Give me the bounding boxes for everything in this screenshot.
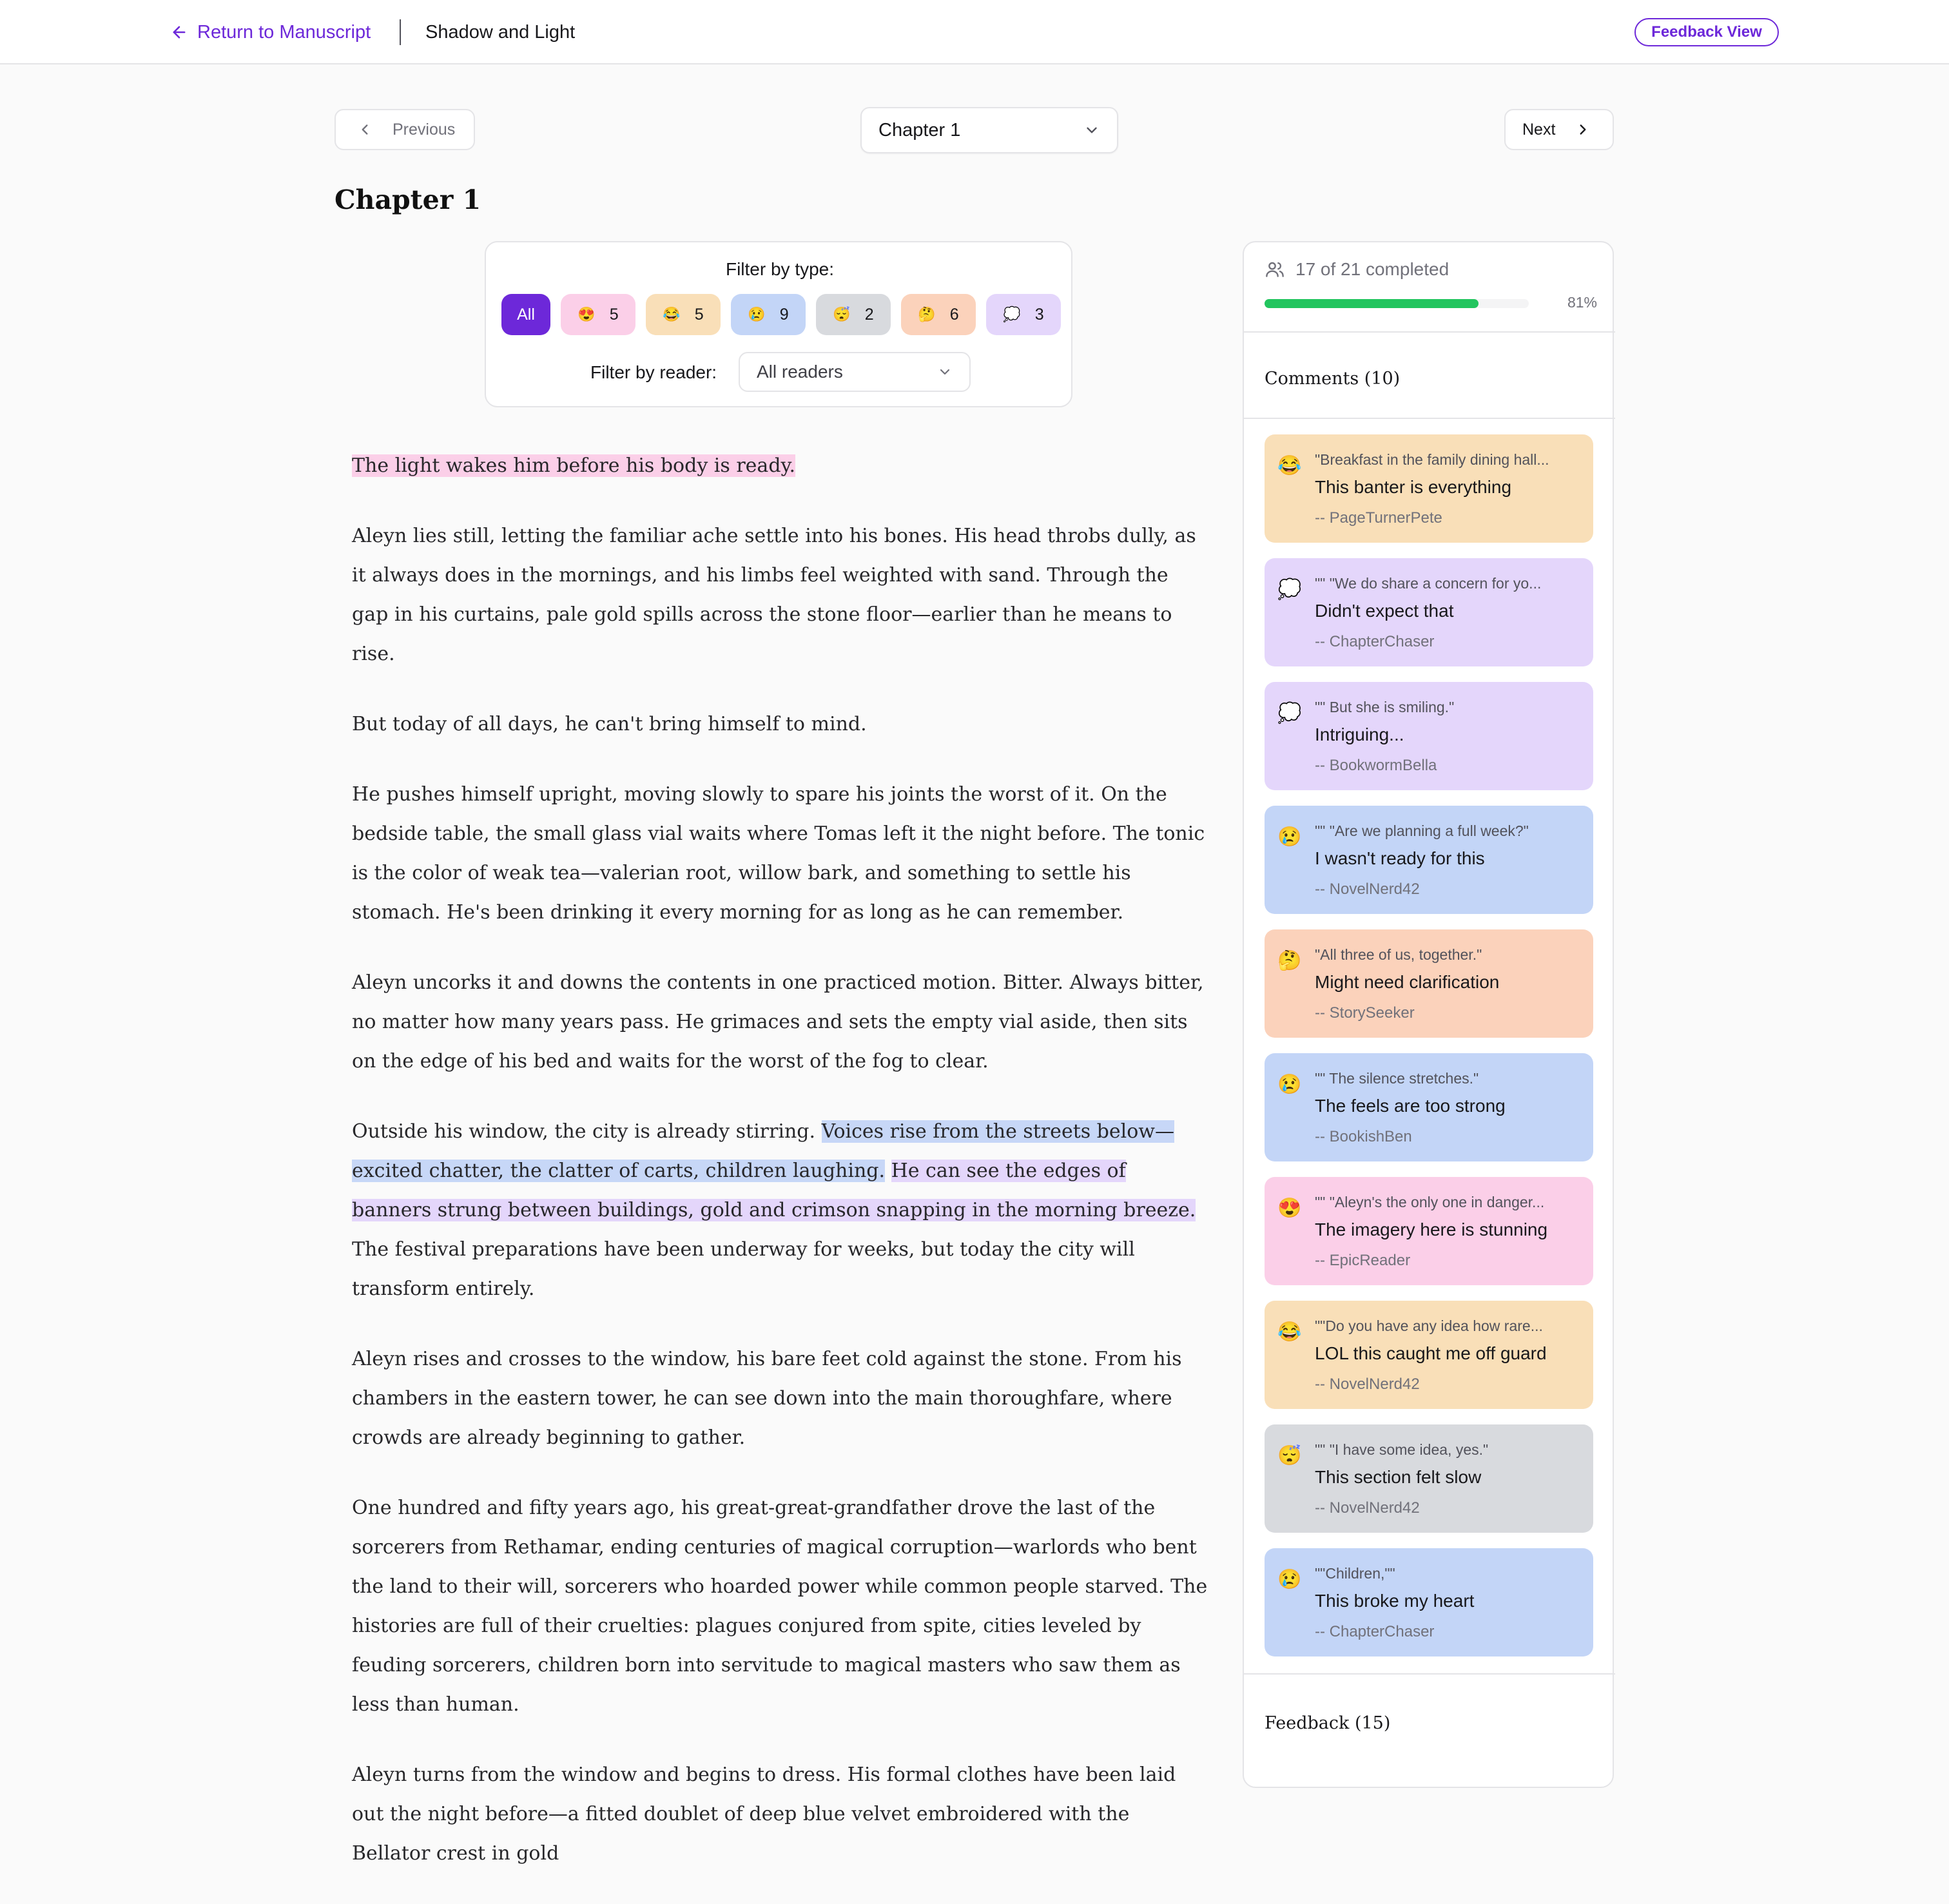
- comment-card[interactable]: [1265, 1177, 1593, 1285]
- comment-card[interactable]: [1265, 682, 1593, 790]
- comment-author: -- NovelNerd42: [1315, 880, 1420, 898]
- chevron-down-icon: [1083, 122, 1100, 139]
- reader-select-value: All readers: [757, 362, 843, 382]
- chapter-select[interactable]: [860, 107, 1118, 153]
- comment-card[interactable]: [1265, 929, 1593, 1038]
- chip-count: 5: [694, 305, 704, 324]
- comment-quote: "" "Aleyn's the only one in danger...: [1315, 1194, 1545, 1210]
- highlighted-passage[interactable]: He can see the edges of banners strung between buildings, gold and crimson snapping in the morning breeze.: [352, 1160, 1196, 1221]
- reader-select[interactable]: [739, 352, 971, 392]
- return-to-manuscript-link[interactable]: [170, 19, 371, 45]
- thinking-emoji-icon: 🤔: [918, 306, 936, 322]
- chapter-select-value: Chapter 1: [878, 119, 961, 141]
- book-title: Shadow and Light: [425, 22, 576, 43]
- comment-card[interactable]: [1265, 1053, 1593, 1161]
- filter-chip-thought[interactable]: [986, 294, 1061, 335]
- comments-title: Comments (10): [1265, 369, 1401, 389]
- reaction-emoji-icon: 💭: [1277, 579, 1302, 600]
- users-icon: [1265, 259, 1285, 280]
- previous-label: Previous: [393, 120, 456, 139]
- chip-count: 5: [609, 305, 619, 324]
- comment-text: LOL this caught me off guard: [1315, 1343, 1547, 1363]
- comment-author: -- EpicReader: [1315, 1252, 1411, 1269]
- chip-count: 6: [949, 305, 959, 324]
- feedback-divider: [1244, 1673, 1615, 1675]
- progress-bar-fill: [1265, 299, 1479, 308]
- reaction-emoji-icon: 🤔: [1277, 950, 1302, 971]
- comments-header: [1244, 333, 1615, 419]
- comment-quote: ""Do you have any idea how rare...: [1315, 1317, 1543, 1334]
- thought-bubble-emoji-icon: 💭: [1003, 306, 1021, 322]
- progress-bar: [1265, 299, 1529, 308]
- comment-card[interactable]: [1265, 1301, 1593, 1409]
- chip-count: 2: [864, 305, 874, 324]
- filter-chip-confused[interactable]: [901, 294, 976, 335]
- reaction-emoji-icon: 😂: [1277, 1321, 1302, 1343]
- filter-chip-all[interactable]: All: [501, 294, 550, 335]
- highlighted-passage[interactable]: Voices rise from the streets below—excited chatter, the clatter of carts, children laughing.: [352, 1120, 1174, 1182]
- filter-by-reader-label: Filter by reader:: [590, 362, 717, 382]
- comment-text: This broke my heart: [1315, 1591, 1475, 1611]
- progress-text: 17 of 21 completed: [1295, 259, 1450, 279]
- comment-quote: "" The silence stretches.": [1315, 1070, 1479, 1087]
- filter-chip-funny[interactable]: [646, 294, 721, 335]
- crying-emoji-icon: 😢: [748, 306, 766, 322]
- top-bar: [0, 0, 1949, 64]
- comment-author: -- StorySeeker: [1315, 1004, 1415, 1022]
- reaction-emoji-icon: 😢: [1277, 1074, 1302, 1095]
- feedback-title: Feedback (15): [1265, 1713, 1391, 1733]
- reaction-emoji-icon: 💭: [1277, 703, 1302, 724]
- comment-text: Intriguing...: [1315, 724, 1404, 744]
- next-label: Next: [1522, 120, 1556, 139]
- arrow-left-icon: [170, 23, 188, 41]
- filter-chip-slow[interactable]: [816, 294, 891, 335]
- reaction-emoji-icon: 😍: [1277, 1198, 1302, 1219]
- manuscript-text: [352, 446, 1209, 1904]
- comment-author: -- ChapterChaser: [1315, 633, 1435, 650]
- paragraph: Aleyn turns from the window and begins to dress. His formal clothes have been laid out the night before—a fitted doublet of deep blue velvet embroidered with the Bellator crest in gold: [352, 1763, 1176, 1865]
- paragraph: One hundred and fifty years ago, his great-great-grandfather drove the last of the sorcerers from Rethamar, ending centuries of magical corruption—warlords who bent the land to their will, sorcerers who hoarded power while common people starved. The histories are full of their cruelties: plagues conjured from spite, cities leveled by feuding sorcerers, children born into servitude to magical masters who saw them as less than human.: [352, 1497, 1208, 1716]
- paragraph: [352, 446, 1209, 485]
- filter-panel: [485, 241, 1072, 407]
- laughing-emoji-icon: 😂: [663, 306, 681, 322]
- paragraph: He pushes himself upright, moving slowly to spare his joints the worst of it. On the bedside table, the small glass vial waits where Tomas left it the night before. The tonic is the color of weak tea—valerian root, willow bark, and something to settle his stomach. He's been drinking it every morning for as long as he can remember.: [352, 783, 1205, 924]
- comment-quote: ""Children,"": [1315, 1565, 1395, 1582]
- header-divider: [400, 19, 401, 45]
- progress-percent: 81%: [1567, 294, 1597, 311]
- paragraph: Aleyn uncorks it and downs the contents in one practiced motion. Bitter. Always bitter, no matter how many years pass. He grimaces and sets the empty vial aside, then sits on the edge of his bed and waits for the worst of the fog to clear.: [352, 971, 1204, 1073]
- chip-count: 9: [779, 305, 789, 324]
- comment-text: This section felt slow: [1315, 1467, 1482, 1487]
- comment-card[interactable]: [1265, 806, 1593, 914]
- chevron-left-icon: [356, 121, 373, 138]
- comment-card[interactable]: [1265, 1424, 1593, 1533]
- chapter-title: Chapter 1: [335, 184, 481, 215]
- comment-text: Didn't expect that: [1315, 601, 1454, 621]
- comment-card[interactable]: [1265, 1548, 1593, 1656]
- comment-quote: "" But she is smiling.": [1315, 699, 1455, 715]
- chevron-right-icon: [1575, 121, 1591, 138]
- comment-author: -- PageTurnerPete: [1315, 509, 1442, 527]
- comment-author: -- BookwormBella: [1315, 757, 1437, 774]
- feedback-side-panel: [1243, 241, 1614, 1788]
- comment-author: -- ChapterChaser: [1315, 1623, 1435, 1640]
- comment-text: This banter is everything: [1315, 477, 1512, 497]
- return-to-manuscript-label: Return to Manuscript: [197, 21, 371, 43]
- text-run: Outside his window, the city is already stirring.: [352, 1120, 822, 1143]
- filter-by-type-label: Filter by type:: [725, 259, 835, 279]
- reader-progress: [1244, 242, 1615, 333]
- next-chapter-button[interactable]: [1504, 109, 1614, 150]
- text-run: [885, 1160, 891, 1182]
- comment-text: Might need clarification: [1315, 972, 1500, 992]
- comment-quote: "" "I have some idea, yes.": [1315, 1441, 1489, 1458]
- heart-eyes-emoji-icon: 😍: [577, 306, 596, 322]
- filter-chip-sad[interactable]: [731, 294, 806, 335]
- comment-card[interactable]: [1265, 434, 1593, 543]
- reaction-emoji-icon: 😢: [1277, 1569, 1302, 1590]
- comment-list: [1265, 434, 1593, 1672]
- comment-text: The feels are too strong: [1315, 1096, 1506, 1116]
- reaction-emoji-icon: 😂: [1277, 455, 1302, 476]
- comment-text: I wasn't ready for this: [1315, 848, 1485, 868]
- paragraph: [352, 1112, 1209, 1308]
- sleeping-emoji-icon: 😴: [833, 306, 851, 322]
- comment-quote: "" "Are we planning a full week?": [1315, 822, 1529, 839]
- paragraph: Aleyn rises and crosses to the window, his bare feet cold against the stone. From his chambers in the eastern tower, he can see down into the main thoroughfare, where crowds are already beginning to gather.: [352, 1348, 1182, 1449]
- progress-summary: [1265, 259, 1449, 280]
- comment-author: -- NovelNerd42: [1315, 1499, 1420, 1517]
- comment-card[interactable]: [1265, 558, 1593, 666]
- filter-chip-love[interactable]: [561, 294, 635, 335]
- text-run: The festival preparations have been underway for weeks, but today the city will transform entirely.: [352, 1238, 1135, 1300]
- comment-text: The imagery here is stunning: [1315, 1219, 1548, 1239]
- feedback-view-button[interactable]: Feedback View: [1634, 18, 1779, 46]
- comment-author: -- NovelNerd42: [1315, 1375, 1420, 1393]
- previous-chapter-button[interactable]: [335, 109, 475, 150]
- comment-quote: "" "We do share a concern for yo...: [1315, 575, 1542, 592]
- chip-count: 3: [1034, 305, 1044, 324]
- comment-quote: "All three of us, together.": [1315, 946, 1482, 963]
- reaction-emoji-icon: 😴: [1277, 1445, 1302, 1466]
- highlighted-passage[interactable]: The light wakes him before his body is ready.: [352, 454, 796, 477]
- paragraph: But today of all days, he can't bring himself to mind.: [352, 713, 867, 735]
- reaction-emoji-icon: 😢: [1277, 826, 1302, 848]
- chevron-down-icon: [937, 364, 953, 380]
- comment-author: -- BookishBen: [1315, 1128, 1412, 1145]
- comment-quote: "Breakfast in the family dining hall...: [1315, 451, 1549, 468]
- filter-chips: [501, 294, 1061, 335]
- paragraph: Aleyn lies still, letting the familiar ache settle into his bones. His head throbs dully, as it always does in the mornings, and his limbs feel weighted with sand. Through the gap in his curtains, pale gold spills across the stone floor—earlier than he means to rise.: [352, 525, 1196, 665]
